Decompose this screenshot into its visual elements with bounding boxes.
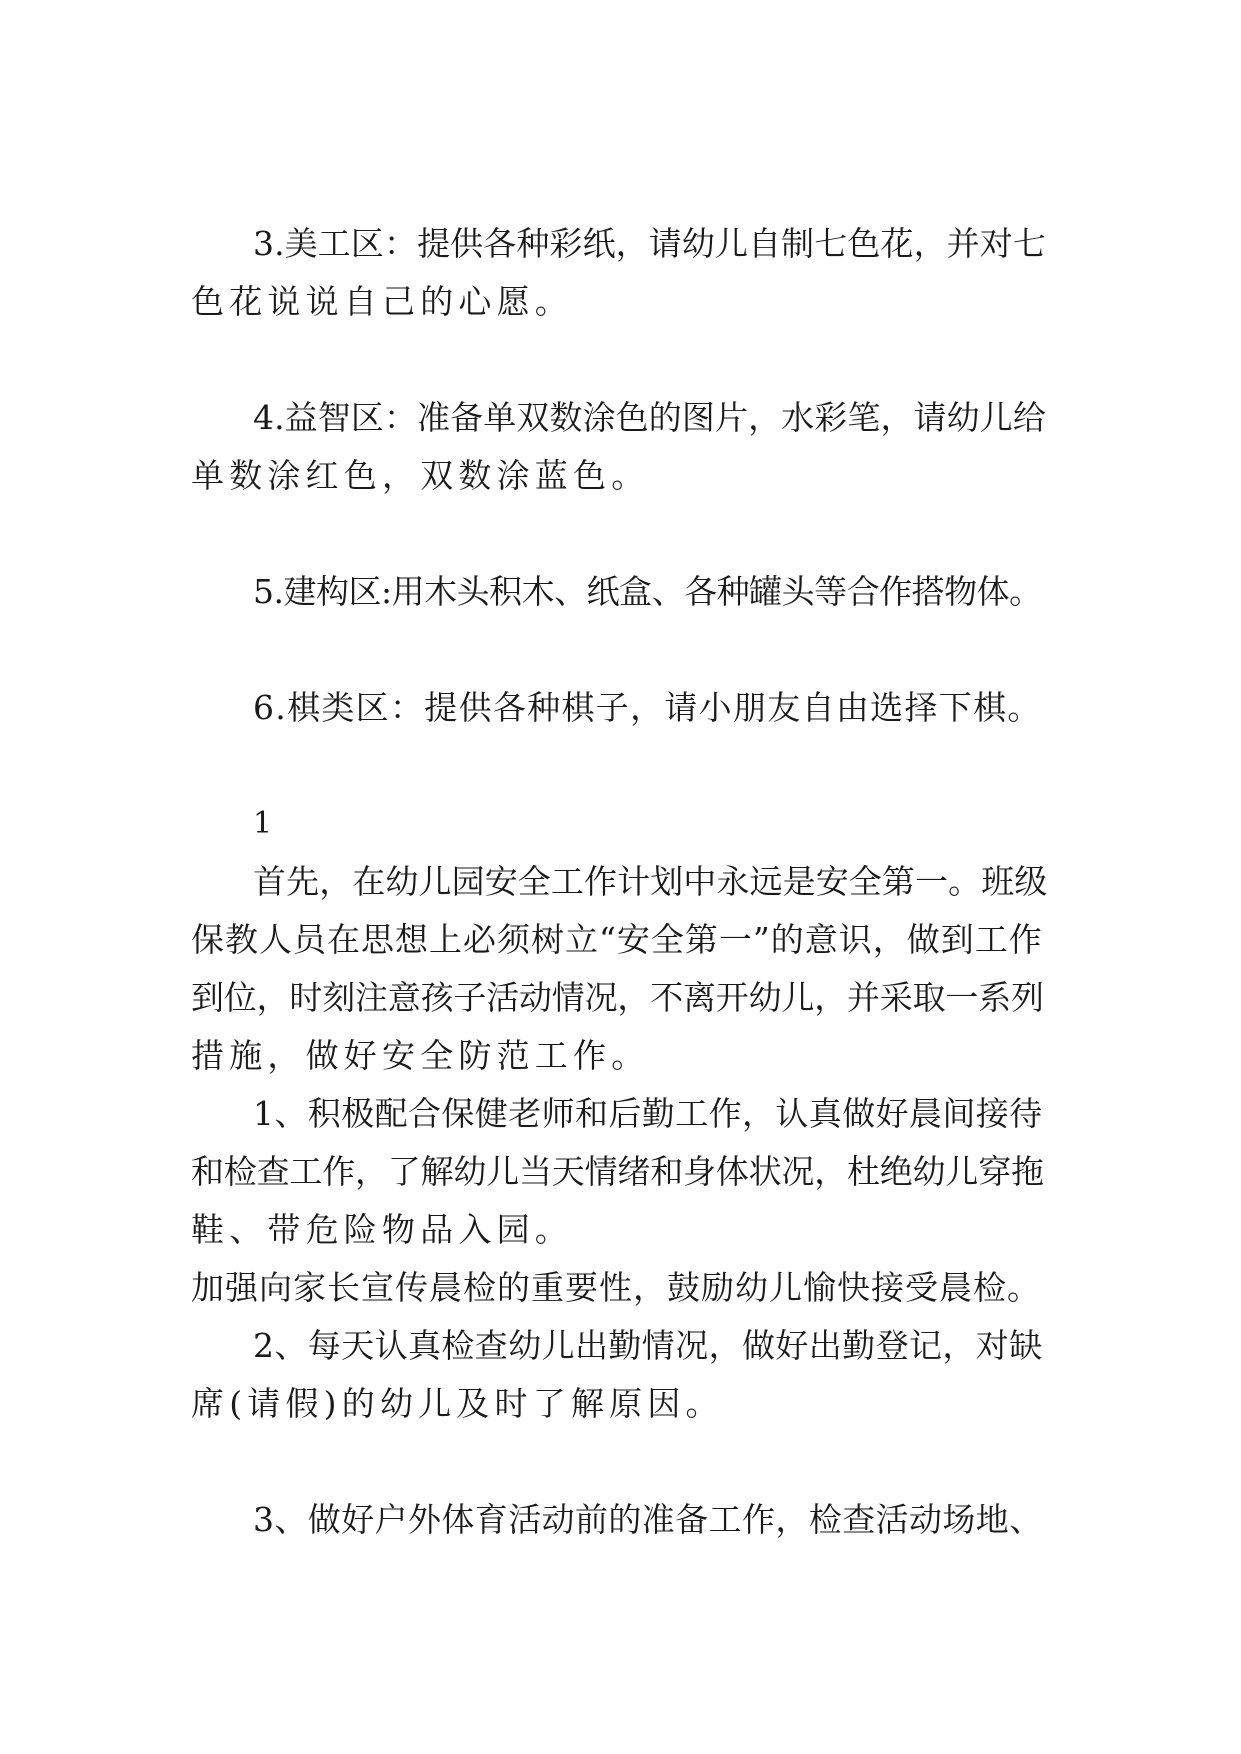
chess-zone-line: 6.棋类区：提供各种棋子，请小朋友自由选择下棋。 xyxy=(253,688,1042,727)
safety-item1-line-1: 1、积极配合保健老师和后勤工作，认真做好晨间接待 xyxy=(253,1094,1043,1133)
safety-intro-line-1: 首先，在幼儿园安全工作计划中永远是安全第一。班级 xyxy=(253,862,1048,901)
safety-item1-line-3: 鞋、带危险物品入园。 xyxy=(191,1210,573,1249)
safety-item3-line-1: 3、做好户外体育活动前的准备工作，检查活动场地、 xyxy=(253,1500,1043,1539)
safety-intro-line-4: 措施，做好安全防范工作。 xyxy=(191,1036,650,1075)
puzzle-zone-line-1: 4.益智区：准备单双数涂色的图片，水彩笔，请幼儿给 xyxy=(253,398,1046,437)
safety-item2-line-2: 席(请假)的幼儿及时了解原因。 xyxy=(191,1384,724,1423)
safety-item1-extra: 加强向家长宣传晨检的重要性，鼓励幼儿愉快接受晨检。 xyxy=(191,1268,1041,1307)
building-zone-line: 5.建构区:用木头积木、纸盒、各种罐头等合作搭物体。 xyxy=(253,572,1042,611)
safety-intro-line-3: 到位，时刻注意孩子活动情况，不离开幼儿，并采取一系列 xyxy=(191,978,1044,1017)
art-zone-line-2: 色花说说自己的心愿。 xyxy=(191,282,573,321)
safety-intro-line-2: 保教人员在思想上必须树立“安全第一”的意识，做到工作 xyxy=(191,920,1043,959)
safety-item2-line-1: 2、每天认真检查幼儿出勤情况，做好出勤登记，对缺 xyxy=(253,1326,1043,1365)
section-number: 1 xyxy=(253,806,273,841)
puzzle-zone-line-2: 单数涂红色，双数涂蓝色。 xyxy=(191,456,650,495)
art-zone-line-1: 3.美工区：提供各种彩纸，请幼儿自制七色花，并对七 xyxy=(253,224,1046,263)
safety-item1-line-2: 和检查工作，了解幼儿当天情绪和身体状况，杜绝幼儿穿拖 xyxy=(191,1152,1044,1191)
